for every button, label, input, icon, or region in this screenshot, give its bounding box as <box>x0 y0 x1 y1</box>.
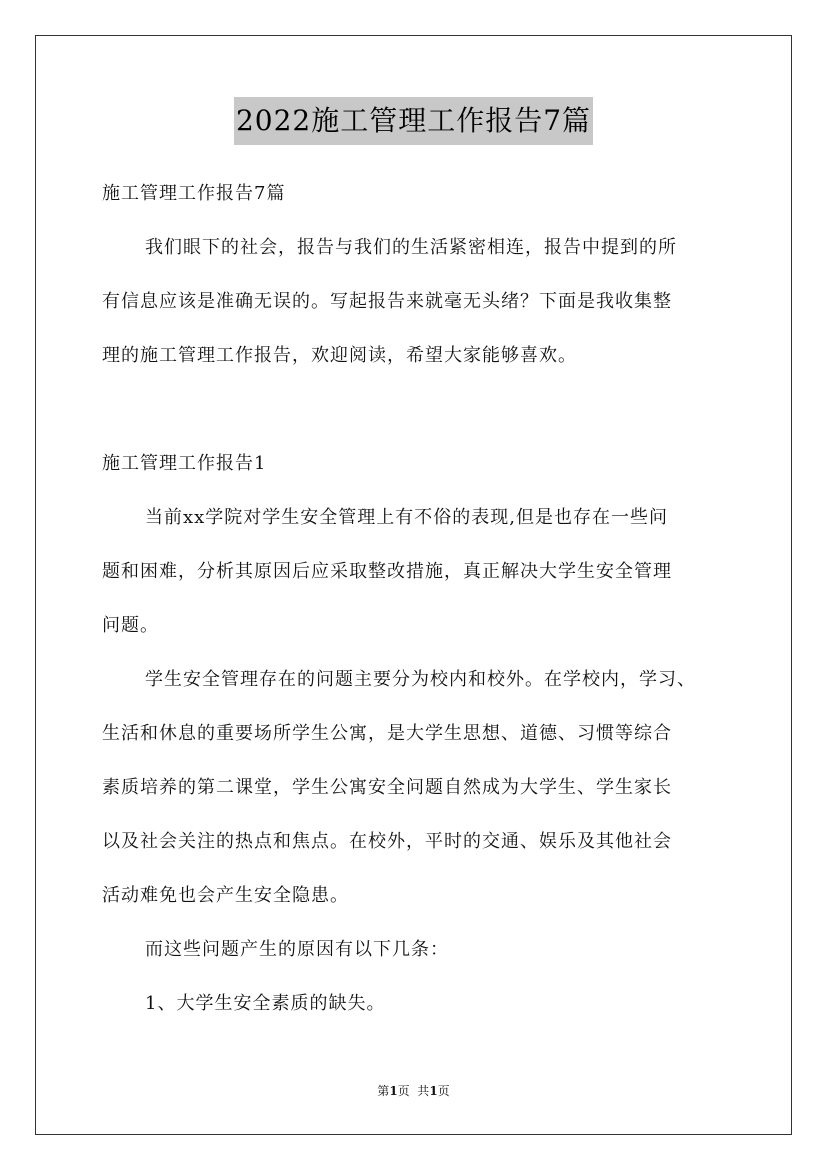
footer-page-current: 1 <box>389 1084 398 1098</box>
section1-paragraph2-line-1: 学生安全管理存在的问题主要分为校内和校外。在学校内，学习、 <box>145 669 696 690</box>
section1-paragraph1-line-3: 问题。 <box>102 615 159 636</box>
section1-paragraph1-line-2: 题和困难，分析其原因后应采取整改措施，真正解决大学生安全管理 <box>102 561 672 582</box>
intro-paragraph-line-1: 我们眼下的社会，报告与我们的生活紧密相连，报告中提到的所 <box>145 237 677 258</box>
document-title: 2022施工管理工作报告7篇 <box>234 97 593 145</box>
title-container <box>0 97 827 145</box>
intro-paragraph-line-3: 理的施工管理工作报告，欢迎阅读，希望大家能够喜欢。 <box>102 345 577 366</box>
intro-paragraph-line-2: 有信息应该是准确无误的。写起报告来就毫无头绪？下面是我收集整 <box>102 291 672 312</box>
footer-page-total: 1 <box>429 1084 438 1098</box>
footer-page-mid: 页 共 <box>397 1084 430 1098</box>
subtitle-line: 施工管理工作报告7篇 <box>102 183 286 204</box>
section1-paragraph2-line-4: 以及社会关注的热点和焦点。在校外，平时的交通、娱乐及其他社会 <box>102 831 672 852</box>
section1-paragraph1-line-1: 当前xx学院对学生安全管理上有不俗的表现,但是也存在一些问 <box>145 507 669 528</box>
section1-paragraph2-line-3: 素质培养的第二课堂，学生公寓安全问题自然成为大学生、学生家长 <box>102 777 672 798</box>
footer-page-prefix: 第 <box>377 1084 390 1098</box>
section1-paragraph2-line-5: 活动难免也会产生安全隐患。 <box>102 885 349 906</box>
section1-paragraph3-line-1: 而这些问题产生的原因有以下几条： <box>145 939 449 960</box>
footer-page-suffix: 页 <box>437 1084 450 1098</box>
page-footer <box>0 1083 827 1099</box>
section-heading-1: 施工管理工作报告1 <box>102 453 267 474</box>
section1-paragraph2-line-2: 生活和休息的重要场所学生公寓，是大学生思想、道德、习惯等综合 <box>102 723 672 744</box>
list-item-1: 1、大学生安全素质的缺失。 <box>145 993 386 1014</box>
